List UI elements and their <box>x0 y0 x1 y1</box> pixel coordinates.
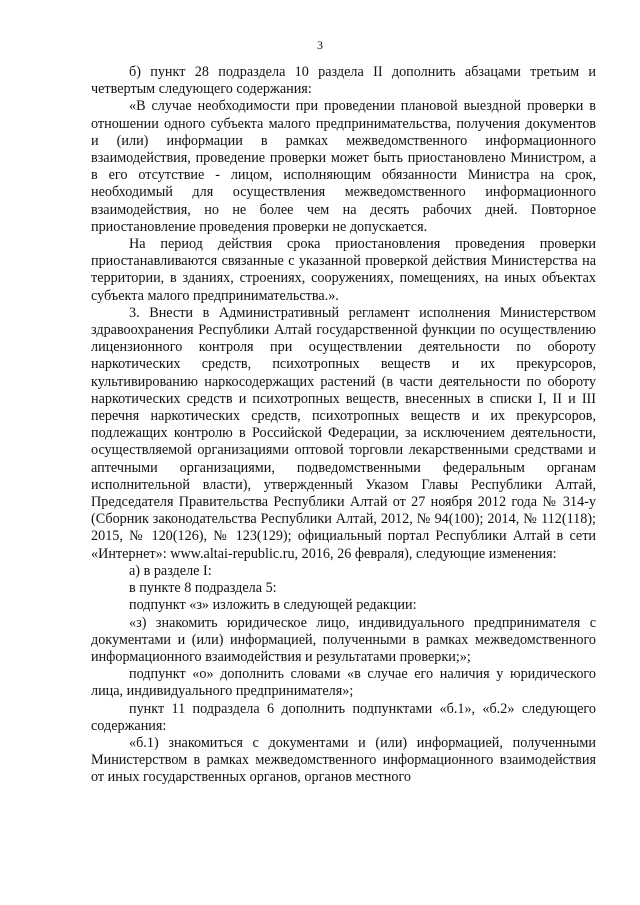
paragraph: «б.1) знакомиться с документами и (или) информацией, полученными Министерством в рамках межведомственного информационного взаимодействия от иных государственных органов, органов местного <box>91 734 596 786</box>
paragraph: б) пункт 28 подраздела 10 раздела II дополнить абзацами третьим и четвертым следующего содержания: <box>91 64 596 98</box>
paragraph: 3. Внести в Административный регламент исполнения Министерством здравоохранения Республики Алтай государственной функции по осуществлению лицензионного контроля при осуществлении деятельности по обороту наркотических средств, психотропных веществ и их прекурсоров, культивированию наркосодержащих растений (в части деятельности по обороту наркотических средств и психотропных веществ, внесенных в списки I, II и III перечня наркотических средств, психотропных веществ и их прекурсоров, подлежащих контролю в Российской Федерации, за исключением деятельности, осуществляемой организациями оптовой торговли лекарственными средствами и аптечными организациями, подведомственными федеральным органам исполнительной власти), утвержденный Указом Главы Республики Алтай, Председателя Правительства Республики Алтай от 27 ноября 2012 года № 314-у (Сборник законодательства Республики Алтай, 2012, № 94(100); 2014, № 112(118); 2015, № 120(126), № 123(129); официальный портал Республики Алтай в сети «Интернет»: www.altai-republic.ru, 2016, 26 февраля), следующие изменения: <box>91 304 596 562</box>
page-number: 3 <box>317 38 323 52</box>
paragraph: «з) знакомить юридическое лицо, индивидуального предпринимателя с документами и (или) информацией, полученными в рамках межведомственного информационного взаимодействия и результатами проверки;»; <box>91 614 596 665</box>
paragraph: На период действия срока приостановления проведения проверки приостанавливаются связанные с указанной проверкой действия Министерства на территории, в зданиях, строениях, сооружениях, помещениях, на иных объектах субъекта малого предпринимательства.». <box>91 236 596 304</box>
paragraph: а) в разделе I: <box>129 562 212 579</box>
document-body <box>91 64 596 787</box>
paragraph: в пункте 8 подраздела 5: <box>129 580 277 597</box>
paragraph: «В случае необходимости при проведении плановой выездной проверки в отношении одного субъекта малого предпринимательства, получения документов и (или) информации в рамках межведомственного информационного взаимодействия, проведение проверки может быть приостановлено Министром, а в его отсутствие - лицом, исполняющим обязанности Министра на срок, необходимый для осуществления межведомственного информационного взаимодействия, но не более чем на десять рабочих дней. Повторное приостановление проведения проверки не допускается. <box>91 98 596 235</box>
paragraph: пункт 11 подраздела 6 дополнить подпунктами «б.1», «б.2» следующего содержания: <box>91 700 596 734</box>
paragraph: подпункт «з» изложить в следующей редакции: <box>129 597 417 614</box>
paragraph: подпункт «о» дополнить словами «в случае его наличия у юридического лица, индивидуального предпринимателя»; <box>91 666 596 700</box>
